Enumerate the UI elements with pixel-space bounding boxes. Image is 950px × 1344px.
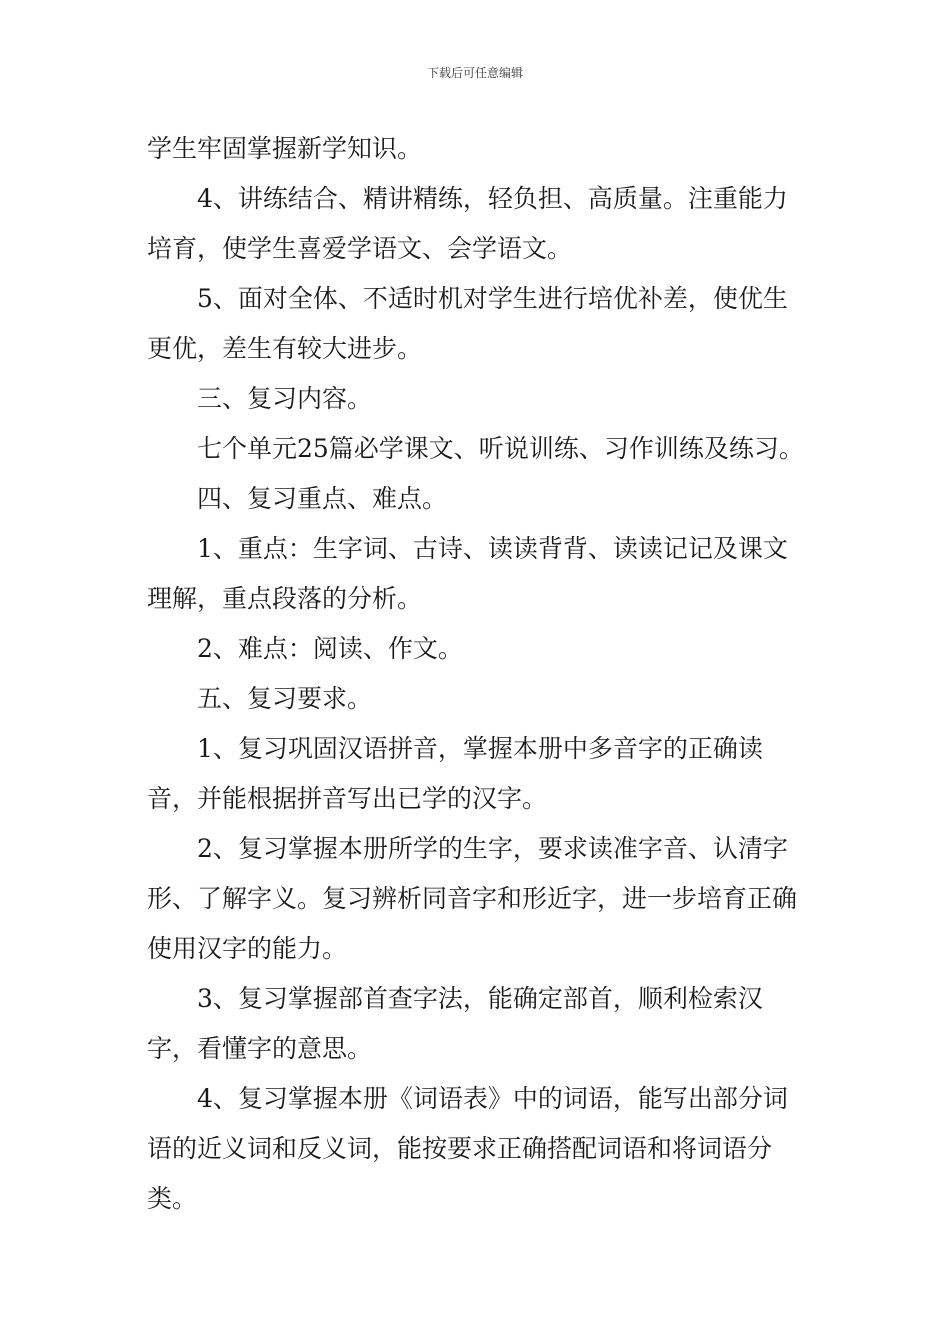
paragraph: 学生牢固掌握新学知识。 <box>147 134 423 163</box>
section-heading: 五、复习要求。 <box>197 684 373 713</box>
paragraph: 2、复习掌握本册所学的生字，要求读准字音、认清字形、了解字义。复习辨析同音字和形近字，进一步培育正确使用汉字的能力。 <box>147 834 798 963</box>
paragraph: 1、复习巩固汉语拼音，掌握本册中多音字的正确读音，并能根据拼音写出已学的汉字。 <box>147 734 763 813</box>
page-header: 下载后可任意编辑 <box>426 66 523 80</box>
section-heading: 四、复习重点、难点。 <box>197 484 448 513</box>
paragraph: 4、讲练结合、精讲精练，轻负担、高质量。注重能力培育，使学生喜爱学语文、会学语文。 <box>147 184 788 263</box>
paragraph: 5、面对全体、不适时机对学生进行培优补差，使优生更优，差生有较大进步。 <box>147 284 788 363</box>
paragraph: 4、复习掌握本册《词语表》中的词语，能写出部分词语的近义词和反义词，能按要求正确搭配词语和将词语分类。 <box>147 1084 788 1213</box>
paragraph: 七个单元25篇必学课文、听说训练、习作训练及练习。 <box>197 434 804 463</box>
paragraph: 3、复习掌握部首查字法，能确定部首，顺利检索汉字，看懂字的意思。 <box>147 984 763 1063</box>
document-body <box>147 124 807 1224</box>
paragraph: 1、重点：生字词、古诗、读读背背、读读记记及课文理解，重点段落的分析。 <box>147 534 788 613</box>
paragraph: 2、难点：阅读、作文。 <box>197 634 463 663</box>
section-heading: 三、复习内容。 <box>197 384 373 413</box>
